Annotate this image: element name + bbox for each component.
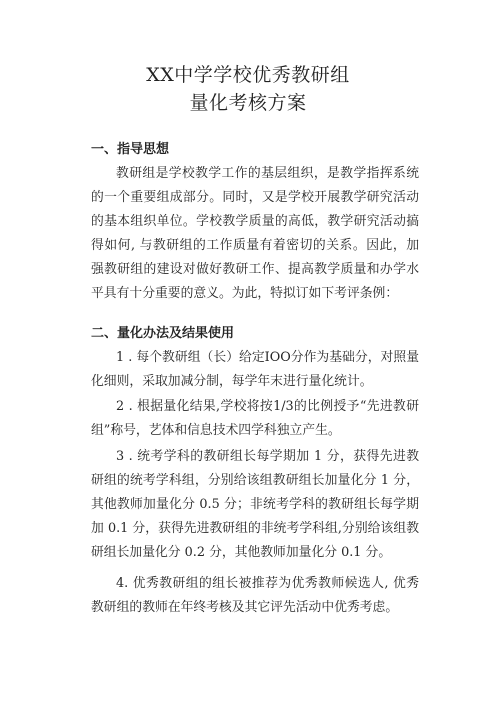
- section2-item-4: 4. 优秀教研组的组长被推荐为优秀教师候选人, 优秀教研组的教师在年终考核及其它评先活动中优秀考虑。: [91, 576, 419, 615]
- document-title-line1: XX中学学校优秀教研组: [146, 64, 350, 86]
- section1-heading: 一、指导思想: [91, 142, 170, 157]
- section1-paragraph: 教研组是学校教学工作的基层组织，是教学指挥系统的一个重要组成部分。同时，又是学校开展教学研究活动的基本组织单位。学校教学质量的高低，教学研究活动搞得如何, 与教研组的工作质量有着密切的关系。因此，加强教研组的建设对做好教研工作、提高教学质量和办学水平具有十分重要的意义。为此，特拟订如下考评条例：: [91, 166, 419, 301]
- document-title-line2: 量化考核方案: [189, 92, 307, 114]
- section2-item-2: 2 . 根据量化结果,学校将按1/3的比例授予“先进教研组”称号，艺体和信息技术四学科独立产生。: [91, 399, 419, 438]
- section2-item-1: 1 . 每个教研组（长）给定IOO分作为基础分，对照量化细则，采取加减分制，每学年末进行量化统计。: [91, 350, 419, 389]
- section2-item-3: 3 . 统考学科的教研组长每学期加 1 分，获得先进教研组的统考学科组，分别给该组教研组长加量化分 1 分，其他教师加量化分 0.5 分；非统考学科的教研组长每学期加 0.1 分，获得先进教研组的非统考学科组,分别给该组教研组长加量化分 0.2 分，其他教师加量化分 0.1 分。: [91, 449, 419, 560]
- section2-heading: 二、量化办法及结果使用: [91, 326, 235, 341]
